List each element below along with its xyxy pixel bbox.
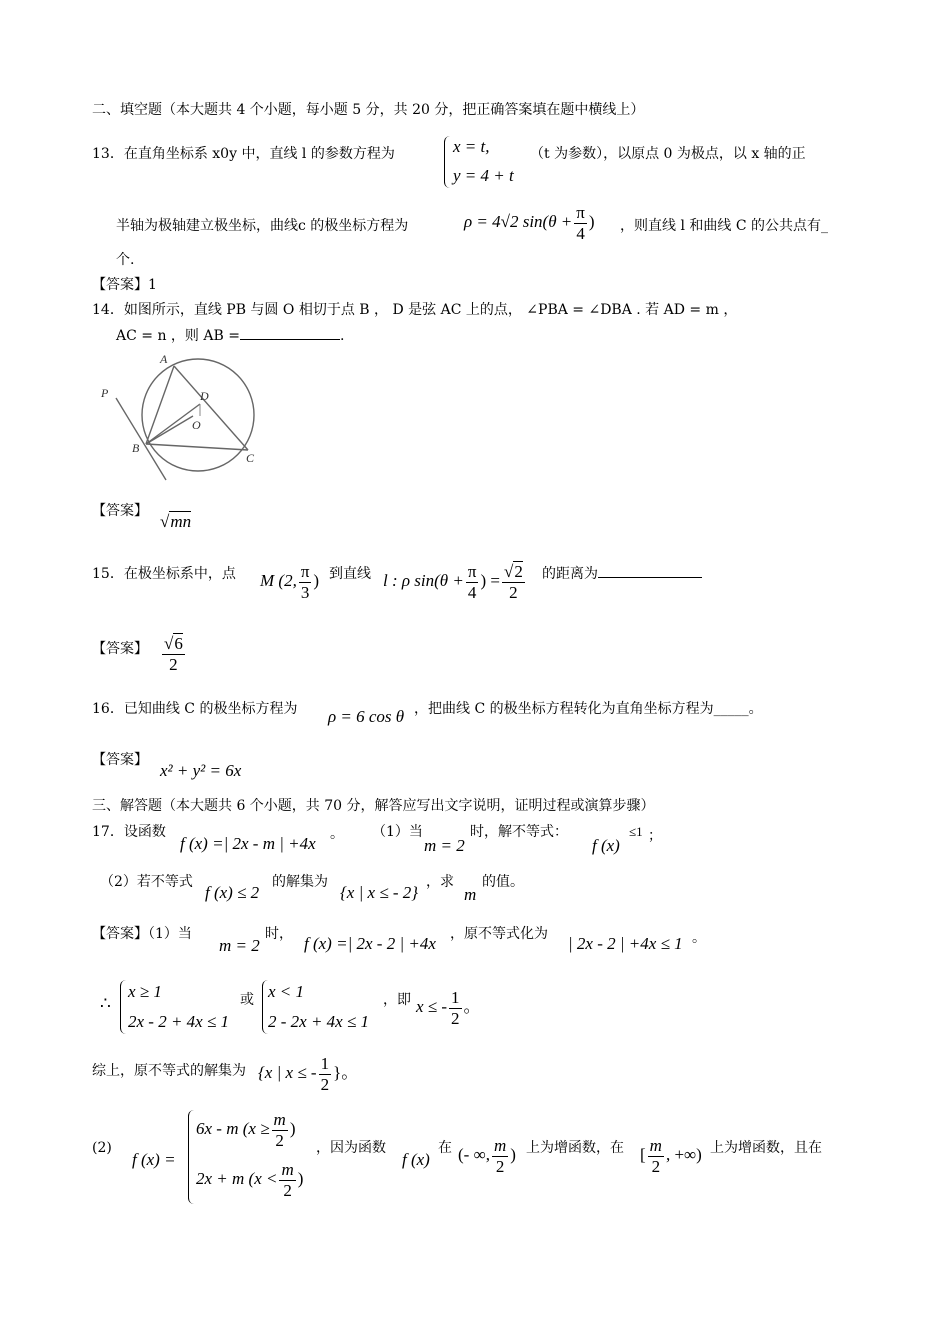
q17-ans-punct: 。 — [692, 930, 706, 946]
q15-point — [260, 562, 319, 602]
q17-m-eq2: m = 2 — [424, 836, 465, 855]
q17-ans-m2: m = 2 — [219, 936, 260, 955]
q14-text2a: AC = n ，则 AB = — [116, 328, 240, 344]
q15-line-num: π — [467, 562, 477, 581]
q17-p2-label: (2) — [92, 1140, 112, 1156]
q15-line-left: l : ρ sin(θ + — [383, 570, 464, 590]
q14-answer-value: √mn — [160, 512, 192, 531]
q17-ans-when: 时， — [265, 926, 293, 942]
q15-line-frac — [466, 562, 479, 602]
q17-solset: {x | x ≤ - 2} — [340, 883, 419, 902]
q13-polar-left: ρ = 4√2 sin(θ + — [464, 211, 573, 231]
q14-line1 — [92, 302, 737, 319]
q17-ineq2: f (x) ≤ 2 — [205, 883, 260, 902]
q15-point-left: M (2, — [260, 570, 297, 590]
q13-number: 13． — [92, 146, 124, 162]
q15-blank — [598, 577, 702, 578]
q17-sys1-b: 2x - 2 + 4x ≤ 1 — [128, 1012, 230, 1031]
q13-polar-den: 4 — [576, 223, 585, 243]
q17-p2-int2: [ $\frac{m}{2}$ , +∞) — [640, 1136, 702, 1176]
answer-label: 【答案】 — [92, 752, 148, 768]
q16-text2: ，把曲线 C 的极坐标方程转化为直角坐标方程为_____。 — [414, 701, 763, 717]
q17-ans-ineq: | 2x - 2 | +4x ≤ 1 — [568, 934, 683, 953]
q17-res-frac: $\frac{1}{2}$ — [451, 988, 460, 1028]
q17-ineq-le1: ≤1 — [629, 824, 643, 839]
q16-answer-value: x² + y² = 6x — [160, 761, 242, 780]
q15-answer-value — [160, 634, 187, 674]
q17-therefore: ∴ — [100, 994, 111, 1013]
q17-answer-row — [92, 926, 192, 943]
q13-line2-text2: ，则直线 l 和曲线 C 的公共点有_ — [620, 218, 828, 234]
q15-point-right: ) — [313, 570, 320, 590]
q17-line1 — [92, 824, 166, 841]
q17-ans-func: f (x) =| 2x - 2 | +4x — [304, 934, 436, 953]
q17-punct1: 。 — [330, 826, 344, 842]
q16-line — [92, 701, 297, 718]
q13-polar-eq — [464, 203, 595, 243]
answer-label: 【答案】 — [92, 503, 148, 519]
q13-eq2: y = 4 + t — [453, 166, 514, 185]
q17-text1: 设函数 — [123, 824, 166, 840]
q17-ineq-f: f (x) — [592, 836, 620, 855]
q13-line2-text1: 半轴为极轴建立极坐标，曲线c 的极坐标方程为 — [116, 218, 409, 234]
q17-or: 或 — [240, 992, 254, 1008]
q15-number: 15． — [92, 566, 124, 582]
q13-answer — [92, 277, 157, 294]
q17-p2-text1: ，因为函数 — [316, 1140, 386, 1156]
q15-line-den: 4 — [467, 582, 477, 602]
q13-polar-frac — [574, 203, 587, 243]
section2-heading: 二、填空题（本大题共 4 个小题，每小题 5 分，共 20 分，把正确答案填在题中横线上） — [92, 102, 645, 118]
q17-sys1-brace — [120, 980, 127, 1034]
q17-punct2: ； — [648, 828, 662, 844]
q15-answer-num: √6 — [164, 634, 183, 653]
q17-ans-p1: （1）当 — [148, 926, 192, 942]
q16-number: 16． — [92, 701, 124, 717]
section3-heading: 三、解答题（本大题共 6 个小题，共 70 分，解答应写出文字说明，证明过程或演算步骤） — [92, 798, 655, 814]
q15-point-den: 3 — [300, 582, 310, 602]
q13-eq1: x = t, — [453, 137, 490, 156]
q15-rhs-num: √2 — [503, 562, 523, 581]
q15-point-frac — [299, 562, 312, 602]
q17-part2: （2）若不等式 — [100, 874, 193, 890]
q17-sys2-b: 2 - 2x + 4x ≤ 1 — [268, 1012, 370, 1031]
q15-answer-den: 2 — [169, 654, 178, 674]
q17-summary: 综上，原不等式的解集为 — [92, 1063, 246, 1079]
q16-answer — [92, 752, 148, 769]
q14-label-c: C — [246, 451, 255, 465]
q17-m-var: m — [464, 885, 477, 904]
q14-label-a: A — [160, 352, 168, 366]
q14-text: 如图所示，直线 PB 与圆 O 相切于点 B ， D 是弦 AC 上的点， ∠PBA = ∠DBA . 若 AD = m ， — [123, 302, 738, 318]
q17-ans-text: ，原不等式化为 — [450, 926, 548, 942]
q15-line-eq — [383, 562, 527, 602]
q15-rhs-frac — [502, 562, 525, 602]
q14-segment-ab — [146, 366, 174, 444]
q17-p2-in: 在 — [438, 1140, 452, 1156]
q17-p2-f: f (x) = — [132, 1150, 176, 1169]
q17-p2-text3: 上为增函数，且在 — [710, 1140, 822, 1156]
q14-label-o: O — [192, 418, 201, 432]
q17-find: ，求 — [426, 874, 454, 890]
q17-sys2-a: x < 1 — [268, 982, 305, 1001]
q15-line — [92, 566, 236, 583]
q13-polar-num: π — [576, 203, 585, 222]
q14-label-b: B — [132, 441, 140, 455]
q17-result: x ≤ - $\frac{1}{2}$ 。 — [416, 988, 481, 1028]
q15-line-mid: ) = — [480, 570, 500, 590]
q15-rhs-den: 2 — [509, 582, 518, 602]
q15-text2: 到直线 — [329, 566, 371, 582]
q14-segment-ac — [174, 366, 248, 450]
q17-func: f (x) =| 2x - m | +4x — [180, 834, 316, 853]
q17-summary-set: {x | x ≤ - $\frac{1}{2}$ }。 — [258, 1054, 359, 1094]
q15-answer — [92, 641, 148, 658]
q13-answer-value: 1 — [148, 277, 157, 293]
q14-label-d: D — [200, 389, 209, 403]
q17-p2-int1: (- ∞, $\frac{m}{2}$ ) — [458, 1136, 516, 1176]
q15-point-num: π — [300, 562, 310, 581]
q14-figure — [96, 352, 278, 486]
q17-when: 时，解不等式： — [470, 824, 568, 840]
q13-text1: 在直角坐标系 x0y 中，直线 l 的参数方程为 — [123, 146, 395, 162]
q13-text2: （t 为参数），以原点 0 为极点，以 x 轴的正 — [530, 146, 806, 162]
q17-p2-fx: f (x) — [402, 1150, 430, 1169]
q17-part1: （1）当 — [372, 824, 423, 840]
q17-value-text: 的值。 — [482, 874, 524, 890]
q14-number: 14． — [92, 302, 124, 318]
q14-segment-bc — [146, 444, 248, 450]
q13-line2 — [116, 218, 408, 235]
q17-p2-text2: 上为增函数，在 — [526, 1140, 624, 1156]
q13-line3: 个. — [116, 252, 135, 268]
q14-label-p: P — [101, 386, 109, 400]
answer-label: 【答案】 — [92, 926, 148, 942]
q16-text1: 已知曲线 C 的极坐标方程为 — [123, 701, 298, 717]
q14-segment-bo — [146, 416, 193, 444]
q14-answer — [92, 503, 148, 520]
q17-piece2: 2x + m (x < $\frac{m}{2}$ ) — [196, 1160, 304, 1200]
q16-eq: ρ = 6 cos θ — [328, 707, 405, 726]
answer-label: 【答案】 — [92, 641, 148, 657]
q15-text3: 的距离为 — [542, 566, 702, 583]
q17-ji: ，即 — [383, 992, 411, 1008]
q17-solset-text: 的解集为 — [272, 874, 328, 890]
q14-line2 — [116, 328, 344, 345]
q13-brace — [444, 136, 451, 188]
q14-answer-radicand: mn — [170, 512, 192, 531]
q14-circle — [142, 359, 254, 471]
q17-number: 17． — [92, 824, 124, 840]
q13-polar-right: ) — [588, 211, 595, 231]
q17-piece1: 6x - m (x ≥ $\frac{m}{2}$ ) — [196, 1110, 296, 1150]
q13-line1 — [92, 146, 395, 163]
q17-sys1-a: x ≥ 1 — [128, 982, 162, 1001]
answer-label: 【答案】 — [92, 277, 148, 293]
q14-text2b: . — [339, 328, 345, 344]
q15-text1: 在极坐标系中，点 — [123, 566, 236, 582]
q14-blank — [240, 339, 340, 340]
